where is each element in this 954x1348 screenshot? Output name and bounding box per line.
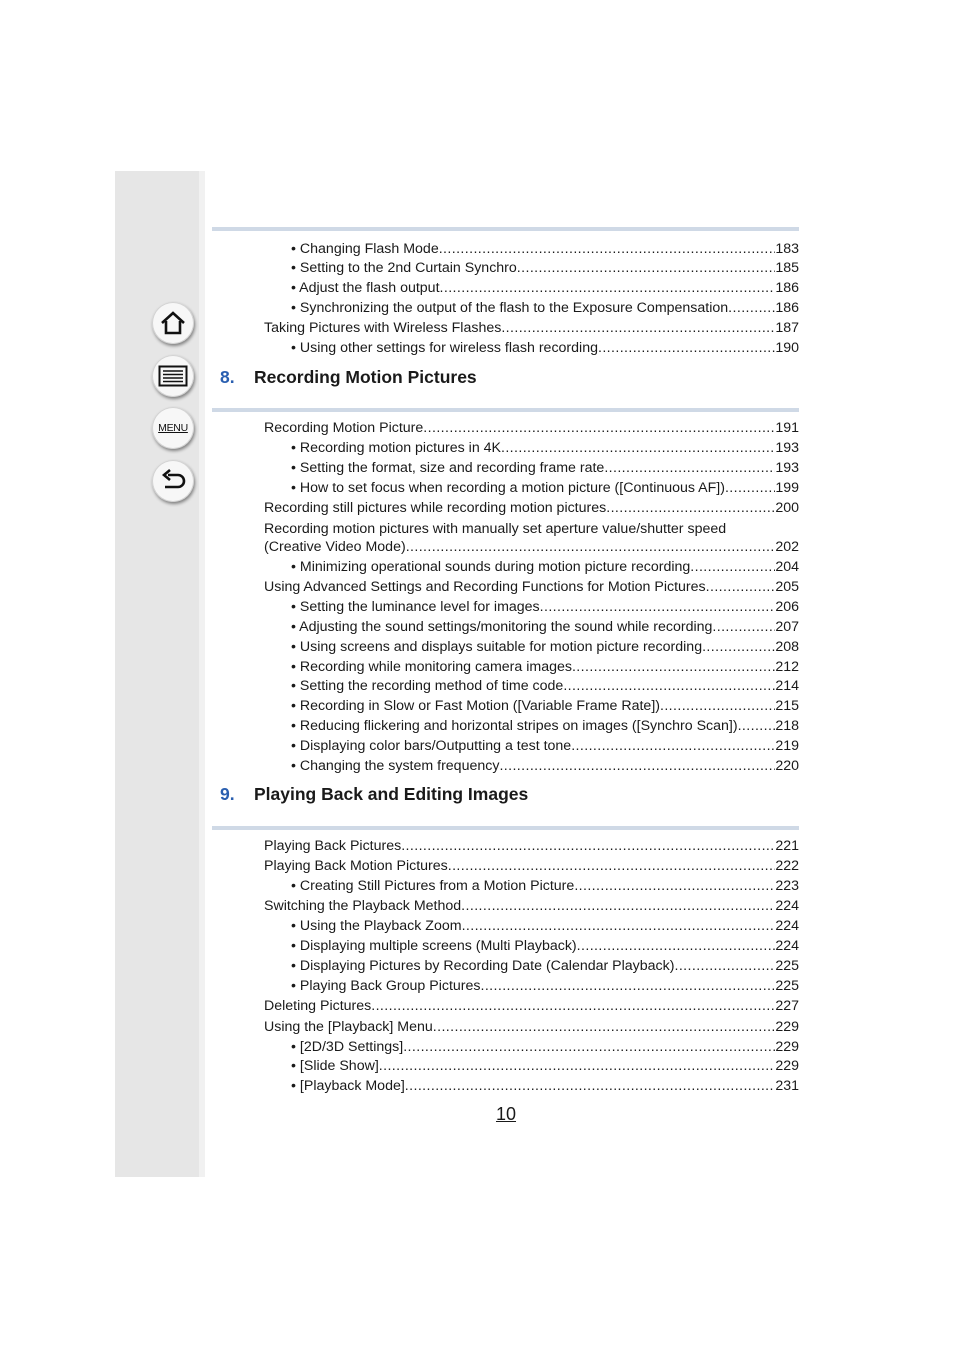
toc-entry-title: Recording still pictures while recording motion pictures bbox=[264, 500, 607, 516]
toc-entry-page: 215 bbox=[775, 698, 799, 714]
toc-entry[interactable] bbox=[291, 678, 799, 695]
toc-leader-dots bbox=[462, 918, 776, 935]
toc-entry-page: 190 bbox=[775, 340, 799, 356]
home-icon bbox=[159, 310, 187, 336]
toc-leader-dots bbox=[439, 241, 776, 258]
toc-entry-page: 219 bbox=[775, 738, 799, 754]
toc-entry[interactable] bbox=[291, 440, 799, 457]
toc-leader-dots bbox=[517, 260, 776, 277]
toc-entry[interactable] bbox=[291, 619, 799, 636]
toc-entry[interactable] bbox=[291, 260, 799, 277]
toc-leader-dots bbox=[499, 758, 775, 775]
toc-leader-dots bbox=[690, 559, 775, 576]
toc-leader-dots bbox=[405, 1078, 776, 1095]
toc-entry-title: • Recording in Slow or Fast Motion ([Variable Frame Rate]) bbox=[291, 698, 660, 714]
toc-entry[interactable] bbox=[291, 978, 799, 995]
section-8-number: 8. bbox=[220, 367, 235, 387]
toc-entry[interactable] bbox=[264, 500, 799, 517]
toc-entry[interactable] bbox=[264, 858, 799, 875]
toc-entry-title: Using the [Playback] Menu bbox=[264, 1019, 433, 1035]
toc-entry[interactable]: Recording motion pictures with manually set aperture value/shutter speed bbox=[264, 521, 727, 537]
toc-entry-page: 220 bbox=[775, 758, 799, 774]
toc-entry[interactable] bbox=[264, 998, 799, 1015]
page-number: 10 bbox=[495, 1104, 517, 1124]
toc-leader-dots bbox=[371, 998, 775, 1015]
toc-entry[interactable] bbox=[291, 280, 799, 297]
toc-leader-dots bbox=[401, 838, 775, 855]
toc-entry[interactable] bbox=[264, 838, 799, 855]
toc-entry-page: 185 bbox=[775, 260, 799, 276]
toc-entry-page: 191 bbox=[775, 420, 799, 436]
toc-entry-title: • [Slide Show] bbox=[291, 1058, 379, 1074]
toc-leader-dots bbox=[540, 599, 776, 616]
toc-leader-dots bbox=[738, 718, 776, 735]
toc-entry-title: Taking Pictures with Wireless Flashes bbox=[264, 320, 502, 336]
toc-entry-title: • [Playback Mode] bbox=[291, 1078, 405, 1094]
toc-leader-dots bbox=[706, 579, 776, 596]
divider-section-9 bbox=[212, 826, 799, 830]
toc-leader-dots bbox=[501, 320, 775, 337]
section-8-heading bbox=[220, 367, 477, 388]
toc-entry-title: Playing Back Motion Pictures bbox=[264, 858, 448, 874]
toc-entry-title: • How to set focus when recording a motion picture ([Continuous AF]) bbox=[291, 480, 725, 496]
toc-entry-title: Playing Back Pictures bbox=[264, 838, 402, 854]
toc-entry[interactable] bbox=[291, 1078, 799, 1095]
toc-entry-title: Recording Motion Picture bbox=[264, 420, 424, 436]
toc-entry-page: 224 bbox=[775, 918, 799, 934]
toc-leader-dots bbox=[572, 659, 775, 676]
toc-leader-dots bbox=[423, 420, 775, 437]
toc-entry-page: 207 bbox=[775, 619, 799, 635]
toc-entry[interactable] bbox=[264, 579, 799, 596]
toc-entry-page: 227 bbox=[775, 998, 799, 1014]
toc-entry-title: • [2D/3D Settings] bbox=[291, 1039, 404, 1055]
toc-leader-dots bbox=[660, 698, 775, 715]
toc-entry-title: Switching the Playback Method bbox=[264, 898, 462, 914]
toc-leader-dots bbox=[448, 858, 776, 875]
toc-entry-title: • Setting to the 2nd Curtain Synchro bbox=[291, 260, 517, 276]
toc-entry-title: • Synchronizing the output of the flash to the Exposure Compensation bbox=[291, 300, 729, 316]
toc-entry-page: 212 bbox=[775, 659, 799, 675]
toc-entry-page: 229 bbox=[775, 1058, 799, 1074]
toc-entry-title: • Using screens and displays suitable for motion picture recording bbox=[291, 639, 703, 655]
toc-entry[interactable] bbox=[264, 320, 799, 337]
toc-entry[interactable] bbox=[291, 1039, 799, 1056]
toc-entry-title: • Changing the system frequency bbox=[291, 758, 500, 774]
back-button[interactable] bbox=[152, 460, 194, 502]
toc-entry[interactable] bbox=[291, 958, 799, 975]
toc-entry[interactable] bbox=[291, 340, 799, 357]
toc-entry-title: • Creating Still Pictures from a Motion Picture bbox=[291, 878, 575, 894]
divider-top bbox=[212, 227, 799, 231]
toc-entry-page: 225 bbox=[775, 978, 799, 994]
toc-entry-page: 200 bbox=[775, 500, 799, 516]
toc-leader-dots bbox=[563, 678, 775, 695]
section-9-number: 9. bbox=[220, 784, 235, 804]
toc-entry-page: 223 bbox=[775, 878, 799, 894]
toc-entry-title: • Setting the format, size and recording frame rate bbox=[291, 460, 605, 476]
toc-entry[interactable] bbox=[291, 659, 799, 676]
toc-leader-dots bbox=[598, 340, 775, 357]
toc-entry-title: Using Advanced Settings and Recording Functions for Motion Pictures bbox=[264, 579, 706, 595]
toc-entry[interactable] bbox=[264, 898, 799, 915]
menu-button[interactable] bbox=[152, 407, 194, 449]
toc-entry-title: • Recording motion pictures in 4K bbox=[291, 440, 501, 456]
toc-entry[interactable] bbox=[291, 480, 799, 497]
toc-entry-page: 186 bbox=[775, 300, 799, 316]
toc-entry-page: 206 bbox=[775, 599, 799, 615]
toc-entry-page: 214 bbox=[775, 678, 799, 694]
toc-entry-title: • Using other settings for wireless flash recording bbox=[291, 340, 598, 356]
toc-entry-page: 187 bbox=[775, 320, 799, 336]
toc-entry[interactable] bbox=[291, 738, 799, 755]
toc-entry[interactable] bbox=[291, 639, 799, 656]
toc-entry-page: 225 bbox=[775, 958, 799, 974]
toc-leader-dots bbox=[604, 460, 775, 477]
table-of-contents-button[interactable] bbox=[152, 355, 194, 397]
toc-leader-dots bbox=[403, 1039, 775, 1056]
toc-entry-page: 205 bbox=[775, 579, 799, 595]
toc-entry[interactable] bbox=[291, 1058, 799, 1075]
toc-entry[interactable] bbox=[291, 938, 799, 955]
toc-entry[interactable] bbox=[291, 460, 799, 477]
divider-section-8 bbox=[212, 408, 799, 412]
back-icon bbox=[159, 468, 187, 494]
toc-entry-title: • Using the Playback Zoom bbox=[291, 918, 462, 934]
toc-entry-page: 229 bbox=[775, 1039, 799, 1055]
toc-entry[interactable] bbox=[291, 718, 799, 735]
toc-entry-title: • Displaying multiple screens (Multi Playback) bbox=[291, 938, 577, 954]
home-button[interactable] bbox=[152, 302, 194, 344]
toc-entry[interactable] bbox=[264, 420, 799, 437]
toc-leader-dots bbox=[725, 480, 775, 497]
toc-entry-title: • Recording while monitoring camera images bbox=[291, 659, 572, 675]
toc-leader-dots bbox=[461, 898, 775, 915]
section-9-heading bbox=[220, 784, 528, 805]
toc-entry-title: • Adjusting the sound settings/monitoring the sound while recording bbox=[291, 619, 713, 635]
toc-leader-dots bbox=[577, 938, 776, 955]
toc-entry-title: (Creative Video Mode) bbox=[264, 539, 406, 555]
toc-entry-page: 204 bbox=[775, 559, 799, 575]
toc-entry-page: 221 bbox=[775, 838, 799, 854]
section-9-title: Playing Back and Editing Images bbox=[254, 784, 529, 804]
toc-entry-page: 186 bbox=[775, 280, 799, 296]
toc-entry-page: 193 bbox=[775, 440, 799, 456]
toc-entry-title: • Changing Flash Mode bbox=[291, 241, 439, 257]
toc-entry-page: 224 bbox=[775, 898, 799, 914]
toc-leader-dots bbox=[606, 500, 775, 517]
toc-entry-page: 231 bbox=[775, 1078, 799, 1094]
toc-leader-dots bbox=[379, 1058, 776, 1075]
sidebar-edge bbox=[199, 171, 205, 1177]
section-8-title: Recording Motion Pictures bbox=[254, 367, 477, 387]
toc-entry-page: 183 bbox=[775, 241, 799, 257]
toc-entry-page: 208 bbox=[775, 639, 799, 655]
toc-entry-page: 202 bbox=[775, 539, 799, 555]
toc-entry[interactable] bbox=[291, 918, 799, 935]
toc-leader-dots bbox=[728, 300, 775, 317]
toc-entry[interactable] bbox=[291, 300, 799, 317]
toc-entry[interactable] bbox=[291, 878, 799, 895]
toc-entry-title: • Adjust the flash output bbox=[291, 280, 440, 296]
toc-entry-page: 229 bbox=[775, 1019, 799, 1035]
toc-entry-page: 199 bbox=[775, 480, 799, 496]
toc-entry[interactable] bbox=[264, 539, 799, 556]
toc-leader-dots bbox=[571, 738, 775, 755]
toc-leader-dots bbox=[501, 440, 775, 457]
toc-leader-dots bbox=[406, 539, 776, 556]
toc-entry-title: Deleting Pictures bbox=[264, 998, 372, 1014]
menu-icon: MENU bbox=[158, 422, 188, 434]
toc-entry-title: • Reducing flickering and horizontal stripes on images ([Synchro Scan]) bbox=[291, 718, 738, 734]
toc-leader-dots bbox=[433, 1019, 776, 1036]
toc-entry[interactable] bbox=[291, 599, 799, 616]
table-of-contents-icon bbox=[158, 365, 188, 387]
toc-entry-page: 222 bbox=[775, 858, 799, 874]
toc-entry-title: • Minimizing operational sounds during motion picture recording bbox=[291, 559, 691, 575]
toc-leader-dots bbox=[674, 958, 775, 975]
toc-entry-title: • Displaying color bars/Outputting a test tone bbox=[291, 738, 572, 754]
toc-entry-page: 218 bbox=[775, 718, 799, 734]
toc-entry-title: • Setting the recording method of time code bbox=[291, 678, 564, 694]
toc-entry[interactable] bbox=[291, 241, 799, 258]
toc-entry-title: • Setting the luminance level for images bbox=[291, 599, 540, 615]
toc-leader-dots bbox=[440, 280, 776, 297]
toc-entry-page: 224 bbox=[775, 938, 799, 954]
toc-entry-title: • Playing Back Group Pictures bbox=[291, 978, 481, 994]
toc-leader-dots bbox=[481, 978, 776, 995]
toc-leader-dots bbox=[702, 639, 775, 656]
toc-entry[interactable] bbox=[291, 758, 799, 775]
toc-leader-dots bbox=[712, 619, 775, 636]
toc-entry[interactable] bbox=[264, 1019, 799, 1036]
toc-entry[interactable] bbox=[291, 559, 799, 576]
toc-entry[interactable] bbox=[291, 698, 799, 715]
toc-entry-title: • Displaying Pictures by Recording Date (Calendar Playback) bbox=[291, 958, 675, 974]
toc-leader-dots bbox=[574, 878, 775, 895]
toc-entry-page: 193 bbox=[775, 460, 799, 476]
